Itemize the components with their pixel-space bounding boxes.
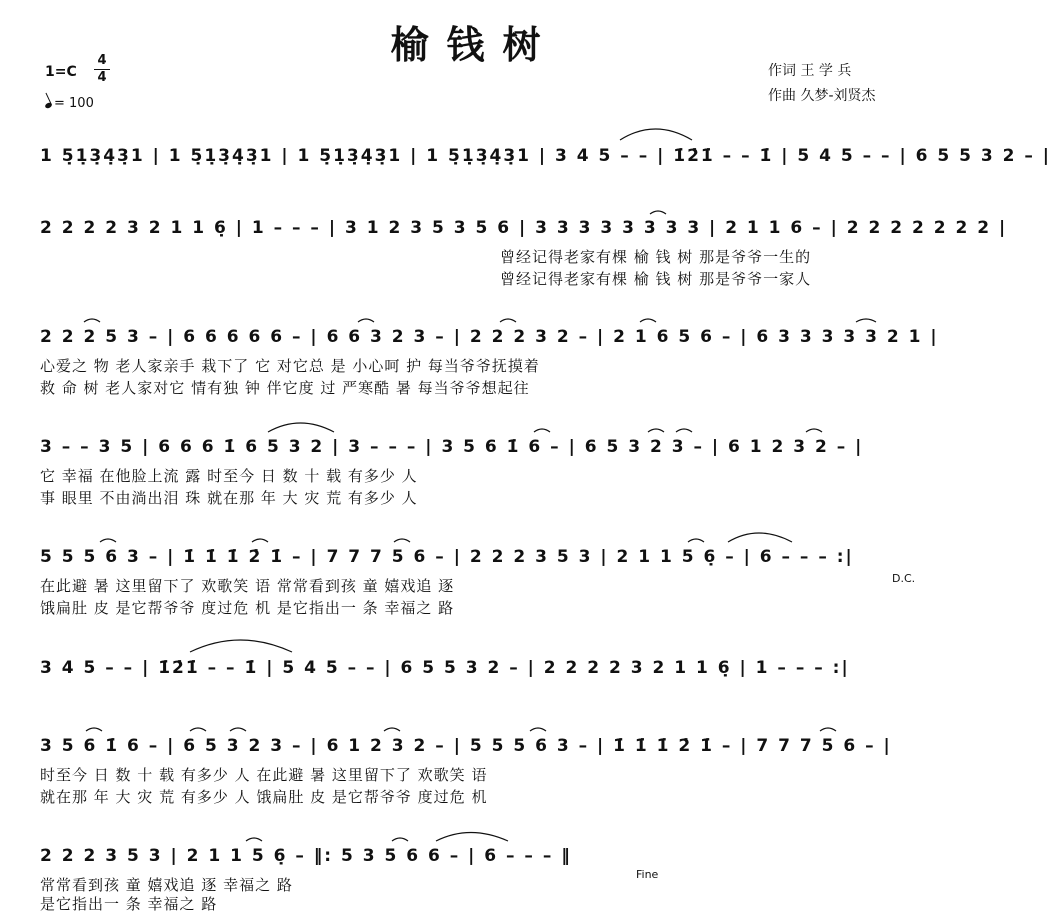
lyric-line-3-verse-2: 救 命 树 老人家对它 情有独 钟 伴它度 过 严寒酷 暑 每当爷爷想起往 [40,379,530,397]
song-title: 榆钱树 [390,22,559,67]
lyric-line-7-verse-1: 时至今 日 数 十 载 有多少 人 在此避 暑 这里留下了 欢歌笑 语 [40,766,488,784]
fine-mark: Fine [636,868,659,881]
slur-10 [648,429,664,432]
slur-23 [530,728,546,731]
lyric-line-4-verse-2: 事 眼里 不由淌出泪 珠 就在那 年 大 灾 荒 有多少 人 [40,489,418,507]
notation-line-3: 2 2 2 5 3 – | 6 6 6 6 6 – | 6 6 3 2 3 – | 2 2 2 3 2 – | 2 1 6 5 6 – | 6 3 3 3 3 3 2 1 | [40,327,939,347]
notation-line-6: 3 4 5 – – | 1̇2̇1̇ – – 1̇ | 5 4 5 – – | 6 5 5 3 2 – | 2 2 2 2 3 2 1 1 6̣ | 1 – – – :| [40,658,850,678]
slur-24 [820,728,836,731]
slur-7 [856,319,876,322]
lyric-line-5-verse-1: 在此避 暑 这里留下了 欢歌笑 语 常常看到孩 童 嬉戏追 逐 [40,577,455,595]
slur-6 [640,319,656,322]
time-signature-top: 4 [97,53,107,68]
slur-5 [500,319,516,322]
slur-20 [190,728,206,731]
slur-3 [84,319,100,322]
slur-14 [252,539,268,542]
notation-line-4: 3 – – 3 5 | 6 6 6 1̇ 6 5 3 2 | 3 – – – | 3 5 6 1̇ 6 – | 6 5 3 2 3 – | 6 1 2 3 2 – | [40,437,864,457]
slur-18 [190,640,292,652]
key-signature: 1=C [45,64,77,80]
composer-credit: 作曲 久梦-刘贤杰 [768,88,876,104]
tempo-value: = 100 [54,96,94,111]
lyric-line-4-verse-1: 它 幸福 在他脸上流 露 时至今 日 数 十 载 有多少 人 [40,467,418,485]
slur-9 [534,429,550,432]
slur-25 [246,838,262,841]
slur-4 [358,319,374,322]
notation-line-1: 1 5̣1̣3̣4̣3̣1 | 1 5̣1̣3̣4̣3̣1 | 1 5̣1̣3̣4̣3̣1 | 1 5̣1̣3̣4̣3̣1 | 3 4 5 – – | 1̇2̇1̇ – – 1̇ | 5 4 5 – – | 6 5 5 3 2 – | [40,146,1051,166]
lyricist-credit: 作词 王 学 兵 [768,63,852,79]
slur-16 [688,539,704,542]
notation-line-5: 5 5 5 6 3 – | 1̇ 1̇ 1̇ 2̇ 1̇ – | 7 7 7 5 6 – | 2 2 2 3 5 3 | 2 1 1 5 6̣ – | 6 – – – :| [40,547,854,567]
slur-27 [436,833,508,842]
lyric-line-7-verse-2: 就在那 年 大 灾 荒 有多少 人 饿扁肚 皮 是它帮爷爷 度过危 机 [40,788,488,806]
notation-line-8: 2 2 2 3 5 3 | 2 1 1 5 6̣ – ‖: 5 3 5 6 6 – | 6 – – – ‖ [40,846,572,866]
dc-mark: D.C. [892,572,916,585]
lyric-line-3-verse-1: 心爱之 物 老人家亲手 栽下了 它 对它总 是 小心呵 护 每当爷爷抚摸着 [40,357,540,375]
notation-line-7: 3 5 6 1̇ 6 – | 6 5 3 2 3 – | 6 1 2 3 2 – | 5 5 5 6 3 – | 1̇ 1̇ 1̇ 2̇ 1̇ – | 7 7 7 5 6 – | [40,736,892,756]
time-signature-bottom: 4 [97,70,107,85]
lyric-line-2-verse-2: 曾经记得老家有棵 榆 钱 树 那是爷爷一家人 [500,270,812,288]
lyric-line-8-verse-2: 是它指出一 条 幸福之 路 [40,895,218,913]
slur-11 [676,429,692,432]
notation-line-2: 2 2 2 2 3 2 1 1 6̣ | 1 – – – | 3 1 2 3 5 3 5 6 | 3 3 3 3 3 3 3 3 | 2 1 1 6 – | 2 2 2 2 2 2 2 | [40,218,1008,238]
slur-17 [728,533,792,542]
slur-21 [230,728,246,731]
slur-13 [100,539,116,542]
lyric-line-8-verse-1: 常常看到孩 童 嬉戏追 逐 幸福之 路 [40,876,293,894]
slur-8 [268,423,334,432]
slur-2 [650,211,666,214]
slur-15 [394,539,410,542]
slur-12 [806,429,822,432]
lyric-line-5-verse-2: 饿扁肚 皮 是它帮爷爷 度过危 机 是它指出一 条 幸福之 路 [40,599,455,617]
slur-26 [392,838,408,841]
slur-22 [384,728,400,731]
slur-1 [620,129,692,140]
lyric-line-2-verse-1: 曾经记得老家有棵 榆 钱 树 那是爷爷一生的 [500,248,812,266]
slur-19 [86,728,102,731]
